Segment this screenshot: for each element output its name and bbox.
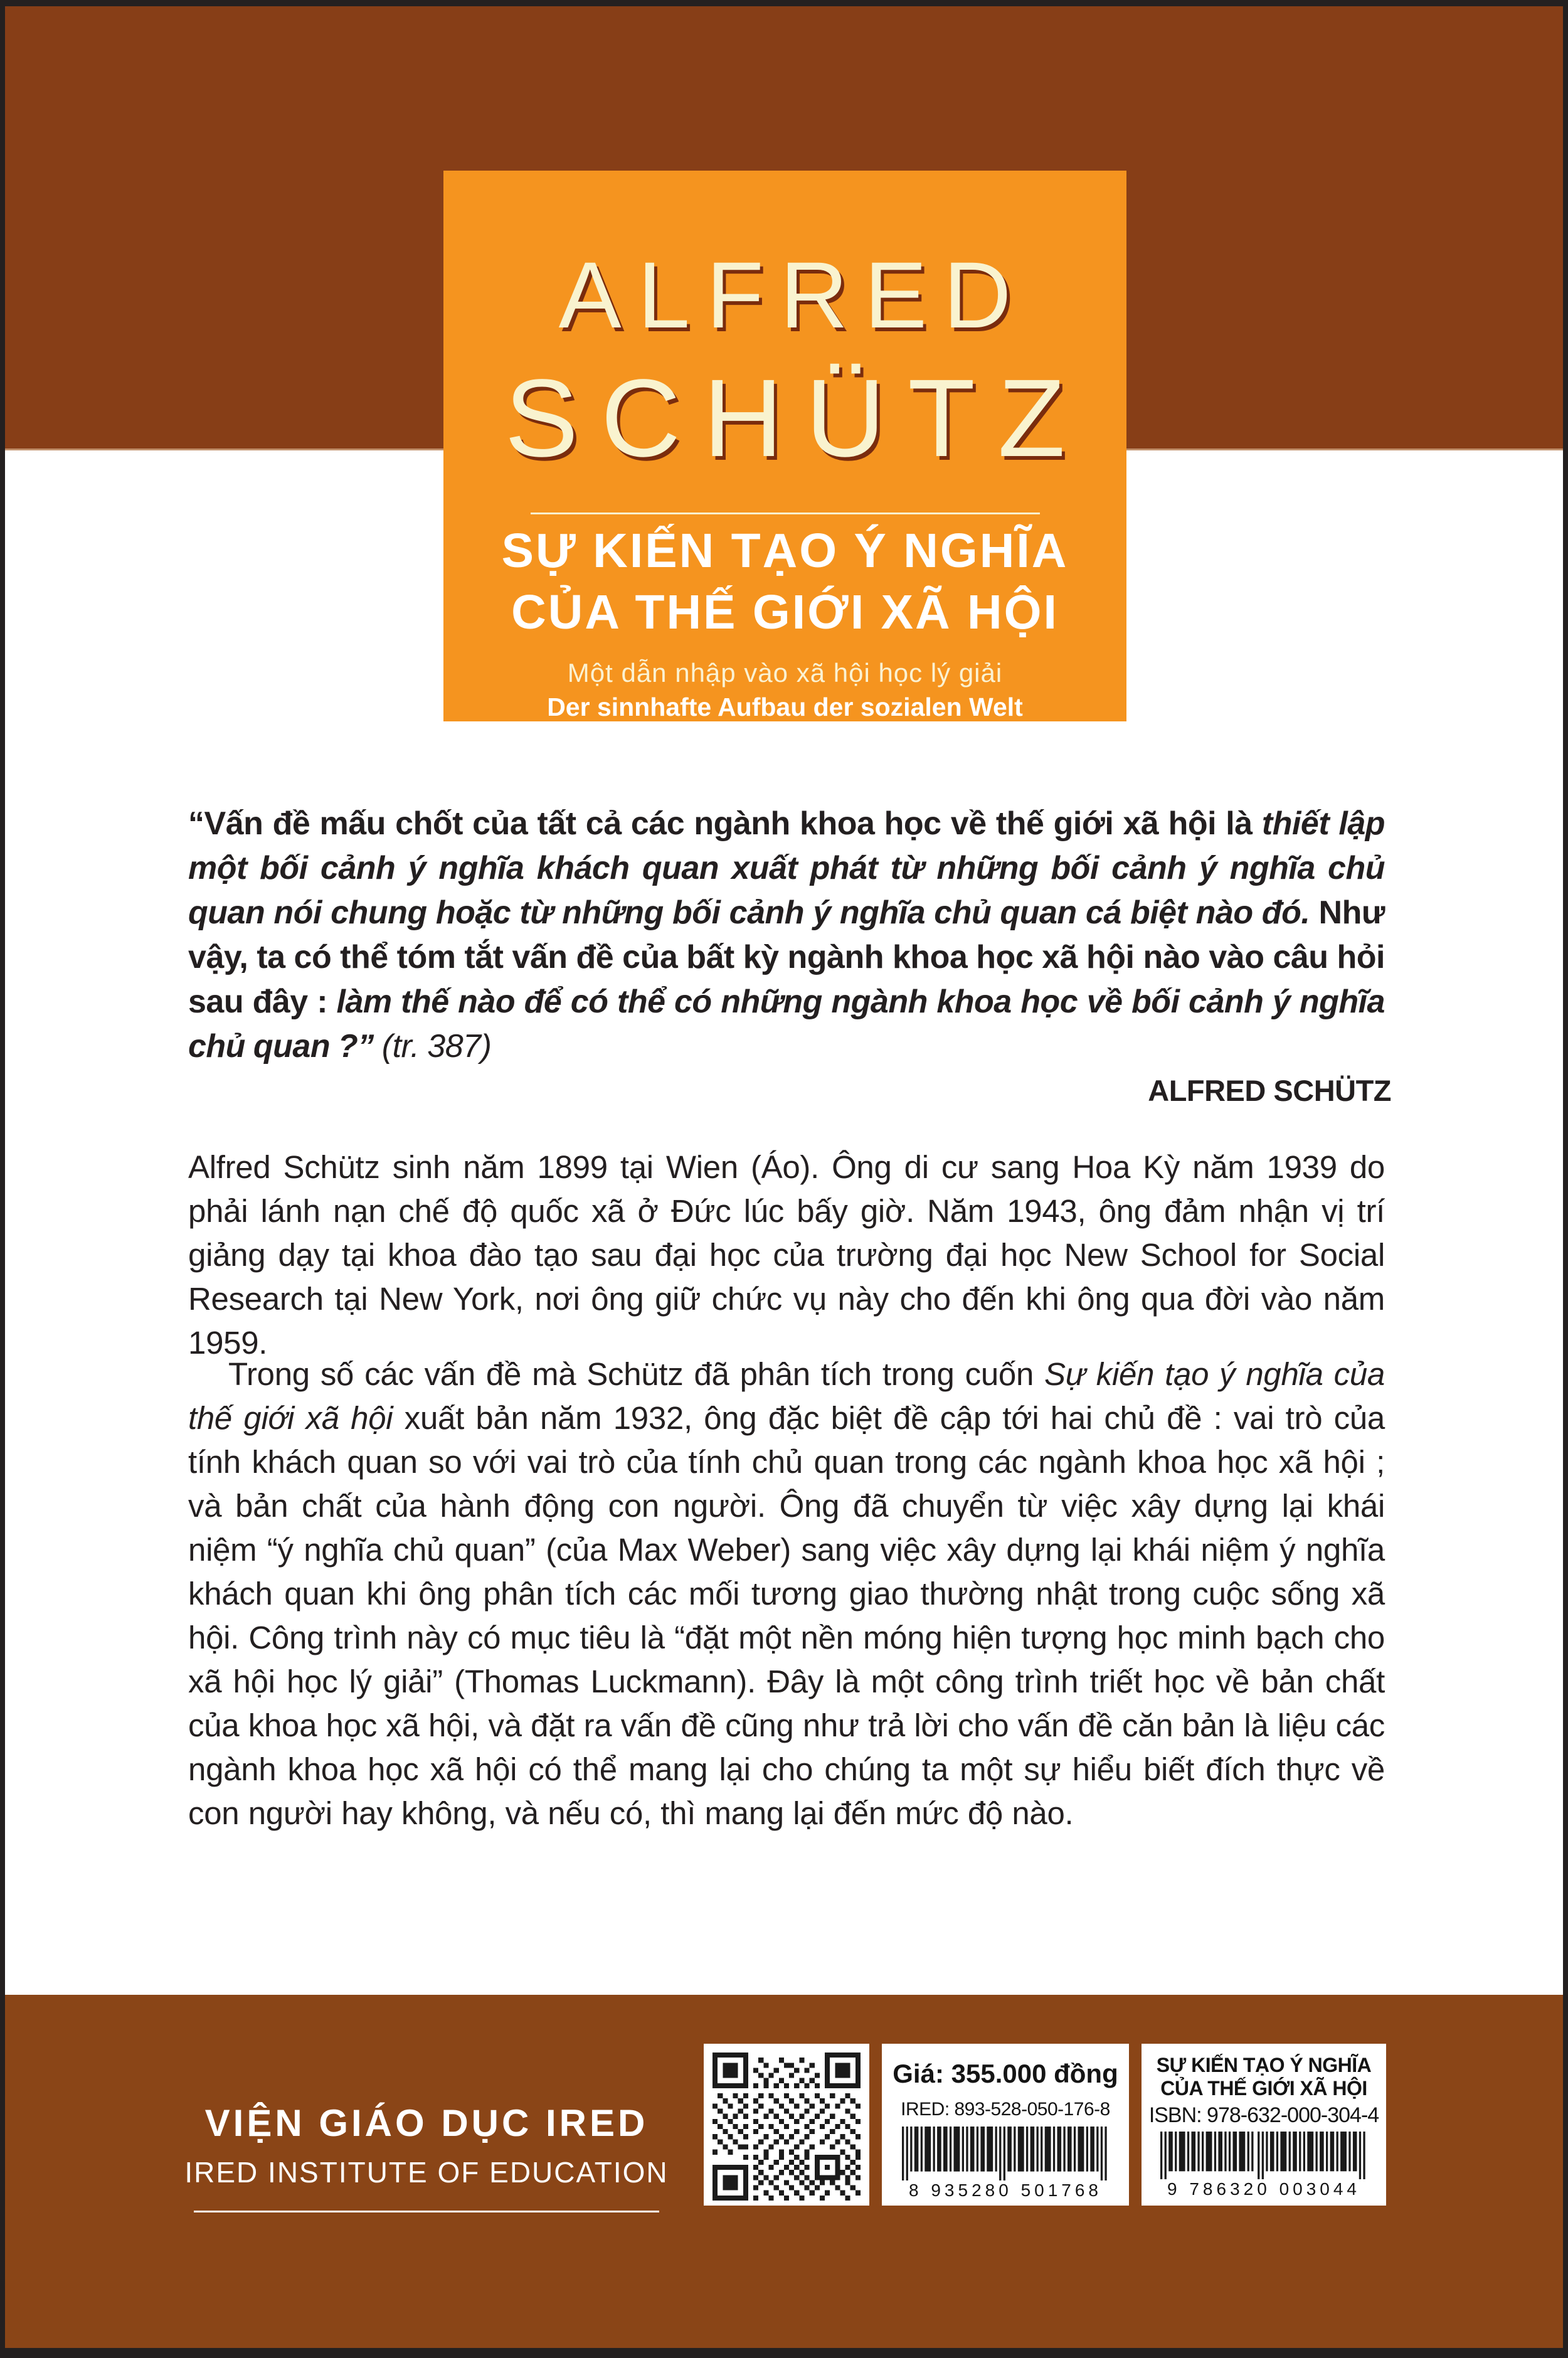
price-label: Giá: 355.000 đồng [893, 2059, 1118, 2088]
qr-code-icon [712, 2053, 861, 2201]
author-name-line-2: SCHÜTZ [504, 357, 1088, 480]
book-title-line-2: CỦA THẾ GIỚI XÃ HỘI [511, 585, 1059, 639]
quote-attribution: ALFRED SCHÜTZ [1148, 1074, 1391, 1107]
isbn-barcode-digits: 9 786320 003044 [1167, 2179, 1360, 2199]
isbn-box-title-line-1: SỰ KIẾN TẠO Ý NGHĨA [1156, 2054, 1372, 2076]
price-box [882, 2044, 1129, 2206]
isbn-code: ISBN: 978-632-000-304-4 [1148, 2103, 1379, 2127]
publisher-name-english: IRED INSTITUTE OF EDUCATION [184, 2156, 669, 2189]
bio-paragraph-1: Alfred Schütz sinh năm 1899 tại Wien (Áo). Ông di cư sang Hoa Kỳ năm 1939 do phải lánh nạn chế độ quốc xã ở Đức lúc bấy giờ. Năm 1943, ông đảm nhận vị trí giảng dạy tại khoa đào tạo sau đại học của trường đại học New School for Social Research tại New York, nơi ông giữ chức vụ này cho đến khi ông qua đời vào năm 1959. [188, 1149, 1385, 1361]
price-barcode-digits: 8 935280 501768 [909, 2180, 1102, 2200]
bottom-band [5, 1995, 1563, 2348]
bio-paragraph-2 [188, 1352, 1385, 1835]
title-panel [443, 171, 1126, 721]
isbn-barcode-icon [1160, 2132, 1367, 2179]
quote-bold-segment-1: “Vấn đề mấu chốt của tất cả các ngành khoa học về thế giới xã hội là [188, 805, 1262, 842]
ired-code: IRED: 893-528-050-176-8 [901, 2099, 1110, 2120]
qr-code-box [704, 2044, 869, 2206]
title-divider-rule [531, 512, 1040, 514]
subtitle-german: Der sinnhafte Aufbau der sozialen Welt [547, 693, 1023, 721]
price-barcode-icon [902, 2127, 1109, 2180]
book-back-cover [5, 6, 1563, 2348]
bio-paragraph-2-rest: xuất bản năm 1932, ông đặc biệt đề cập tới hai chủ đề : vai trò của tính khách quan so với vai trò của tính chủ quan trong các ngành khoa học xã hội ; và bản chất của hành động con người. Ông đã chuyển từ việc xây dựng lại khái niệm “ý nghĩa chủ quan” (của Max Weber) sang việc xây dựng lại khái niệm ý nghĩa khách quan khi ông phân tích các mối tương giao thường nhật trong cuộc sống xã hội. Công trình này có mục tiêu là “đặt một nền móng hiện tượng học minh bạch cho xã hội học lý giải” (Thomas Luckmann). Đây là một công trình triết học về bản chất của khoa học xã hội, và đặt ra vấn đề cũng như trả lời cho vấn đề căn bản là liệu các ngành khoa học xã hội có thể mang lại cho chúng ta một sự hiểu biết đích thực về con người hay không, và nếu có, thì mang lại đến mức độ nào. [188, 1400, 1385, 1831]
quote-paragraph [188, 802, 1385, 1069]
bio-book-title: Sự kiến tạo ý nghĩa của thế giới xã hội [188, 1356, 1385, 1436]
publisher-name-vietnamese: VIỆN GIÁO DỤC IRED [204, 2102, 649, 2144]
isbn-box [1142, 2044, 1386, 2206]
quote-page-reference: (tr. 387) [381, 1028, 492, 1065]
quote-italic-segment-2: làm thế nào để có thể có những ngành khoa học về bối cảnh ý nghĩa chủ quan ?” [188, 984, 1385, 1065]
publisher-block [88, 2101, 765, 2212]
quote-bold-segment-2: Như vậy, ta có thể tóm tắt vấn đề của bất kỳ ngành khoa học xã hội nào vào câu hỏi sau đây : [188, 895, 1385, 1020]
isbn-box-title-line-2: CỦA THẾ GIỚI XÃ HỘI [1160, 2077, 1367, 2100]
author-name-line-1: ALFRED [558, 242, 1028, 348]
quote-italic-segment-1: thiết lập một bối cảnh ý nghĩa khách quan xuất phát từ những bối cảnh ý nghĩa chủ quan nói chung hoặc từ những bối cảnh ý nghĩa chủ quan cá biệt nào đó. [188, 805, 1385, 931]
subtitle-vietnamese: Một dẫn nhập vào xã hội học lý giải [567, 658, 1003, 688]
bio-paragraph-2-start: Trong số các vấn đề mà Schütz đã phân tích trong cuốn [228, 1356, 1045, 1392]
book-title-line-1: SỰ KIẾN TẠO Ý NGHĨA [501, 524, 1069, 578]
publisher-underline-rule [194, 2211, 659, 2212]
